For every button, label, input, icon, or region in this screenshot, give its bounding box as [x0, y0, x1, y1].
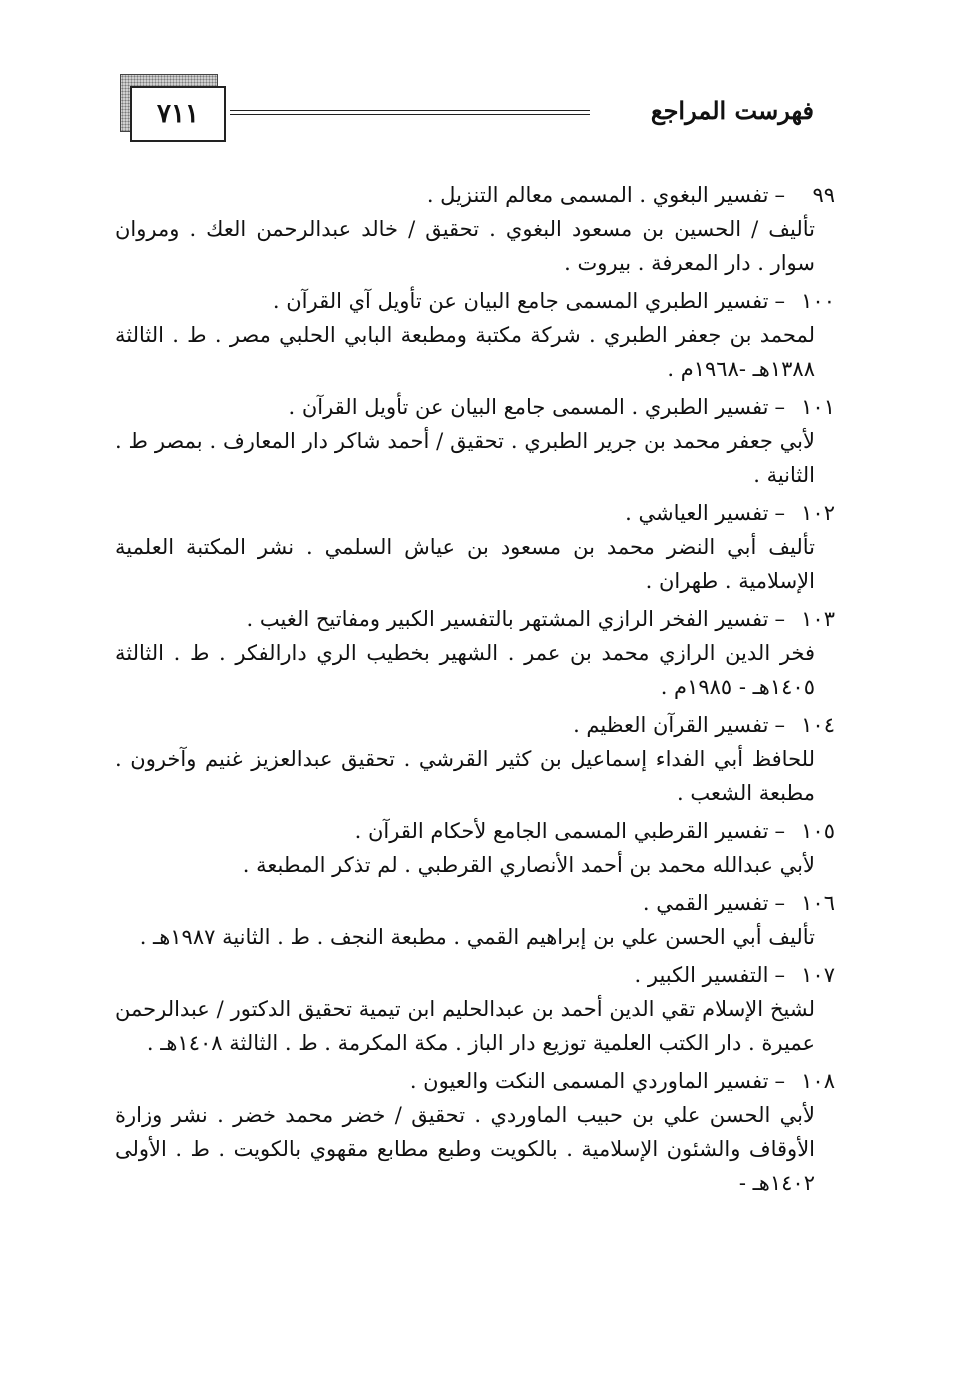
entry-heading: ١٠٥–تفسير القرطبي المسمى الجامع لأحكام القرآن . [115, 814, 835, 848]
entry-details: فخر الدين الرازي محمد بن عمر . الشهير بخطيب الري دارالفكر . ط . الثالثة ١٤٠٥هـ - ١٩٨٥م . [115, 641, 815, 699]
entry-details: لأبي الحسن علي بن حبيب الماوردي . تحقيق / خضر محمد خضر . نشر وزارة الأوقاف والشئون الإسلامية . بالكويت وطبع مطابع مقهوي بالكويت . ط . الأولى ١٤٠٢هـ - [115, 1103, 815, 1195]
entry-number: ١٠٣ [801, 607, 835, 631]
entry-details: تأليف / الحسين بن مسعود البغوي . تحقيق / خالد عبدالرحمن العك . ومروان سوار . دار المعرفة . بيروت . [115, 217, 815, 275]
header-rule [230, 110, 590, 111]
entry-title: تفسير البغوي . المسمى معالم التنزيل . [426, 183, 769, 207]
bibliography-list [115, 178, 835, 1200]
entry-number: ١٠٠ [801, 289, 835, 313]
entry-title: تفسير القمي . [642, 891, 769, 915]
entry-heading: ١٠٦–تفسير القمي . [115, 886, 835, 920]
entry-heading: ١٠١–تفسير الطبري . المسمى جامع البيان عن تأويل القرآن . [115, 390, 835, 424]
entry-details: تأليف أبي النضر محمد بن مسعود بن عياش السلمي . نشر المكتبة العلمية الإسلامية . طهران . [115, 535, 815, 593]
entry-heading: ١٠٤–تفسير القرآن العظيم . [115, 708, 835, 742]
entry-title: التفسير الكبير . [634, 963, 769, 987]
entry-title: تفسير الطبري . المسمى جامع البيان عن تأويل القرآن . [288, 395, 769, 419]
entry-title: تفسير العياشي . [625, 501, 769, 525]
entry-heading: ١٠٠–تفسير الطبري المسمى جامع البيان عن تأويل آي القرآن . [115, 284, 835, 318]
bibliography-entry [115, 284, 835, 386]
entry-number: ١٠٦ [801, 891, 835, 915]
bibliography-entry [115, 886, 835, 954]
header-rule [230, 114, 590, 115]
page-title: فهرست المراجع [650, 96, 814, 125]
entry-heading: ١٠٨–تفسير الماوردي المسمى النكت والعيون . [115, 1064, 835, 1098]
entry-details: لأبي جعفر محمد بن جرير الطبري . تحقيق / أحمد شاكر دار المعارف . بمصر ط . الثانية . [115, 429, 815, 487]
bibliography-entry [115, 1064, 835, 1200]
bibliography-entry [115, 814, 835, 882]
entry-number: ١٠٥ [801, 819, 835, 843]
entry-title: تفسير القرآن العظيم . [573, 713, 769, 737]
bibliography-entry [115, 496, 835, 598]
entry-details: لشيخ الإسلام تقي الدين أحمد بن عبدالحليم ابن تيمية تحقيق الدكتور / عبدالرحمن عميرة . دار الكتب العلمية توزيع دار الباز . مكة المكرمة . ط . الثالثة ١٤٠٨هـ . [115, 997, 815, 1055]
entry-number: ١٠٢ [801, 501, 835, 525]
entry-details: تأليف أبي الحسن علي بن إبراهيم القمي . مطبعة النجف . ط . الثانية ١٩٨٧هـ . [139, 925, 815, 949]
entry-heading: ١٠٣–تفسير الفخر الرازي المشتهر بالتفسير الكبير ومفاتيح الغيب . [115, 602, 835, 636]
entry-number: ١٠٧ [801, 963, 835, 987]
bibliography-entry [115, 602, 835, 704]
entry-title: تفسير الطبري المسمى جامع البيان عن تأويل آي القرآن . [272, 289, 769, 313]
entry-title: تفسير القرطبي المسمى الجامع لأحكام القرآن . [354, 819, 769, 843]
bibliography-entry [115, 958, 835, 1060]
entry-details: للحافظ أبي الفداء إسماعيل بن كثير القرشي . تحقيق عبدالعزيز غنيم وآخرون . مطبعة الشعب . [115, 747, 815, 805]
entry-number: ١٠٨ [801, 1069, 835, 1093]
entry-title: تفسير الفخر الرازي المشتهر بالتفسير الكبير ومفاتيح الغيب . [246, 607, 769, 631]
entry-heading: ١٠٢–تفسير العياشي . [115, 496, 835, 530]
bibliography-entry [115, 390, 835, 492]
page-number: ٧١١ [130, 86, 226, 142]
entry-details: لأبي عبدالله محمد بن أحمد الأنصاري القرطبي . لم تذكر المطبعة . [242, 853, 815, 877]
entry-heading: ٩٩–تفسير البغوي . المسمى معالم التنزيل . [115, 178, 835, 212]
entry-heading: ١٠٧–التفسير الكبير . [115, 958, 835, 992]
entry-details: لمحمد بن جعفر الطبري . شركة مكتبة ومطبعة البابي الحلبي مصر . ط . الثالثة ١٣٨٨هـ -١٩٦٨م . [115, 323, 815, 381]
page-header [0, 70, 956, 150]
entry-number: ٩٩ [812, 183, 835, 207]
bibliography-entry [115, 708, 835, 810]
bibliography-entry [115, 178, 835, 280]
entry-number: ١٠٤ [801, 713, 835, 737]
entry-number: ١٠١ [801, 395, 835, 419]
entry-title: تفسير الماوردي المسمى النكت والعيون . [409, 1069, 769, 1093]
